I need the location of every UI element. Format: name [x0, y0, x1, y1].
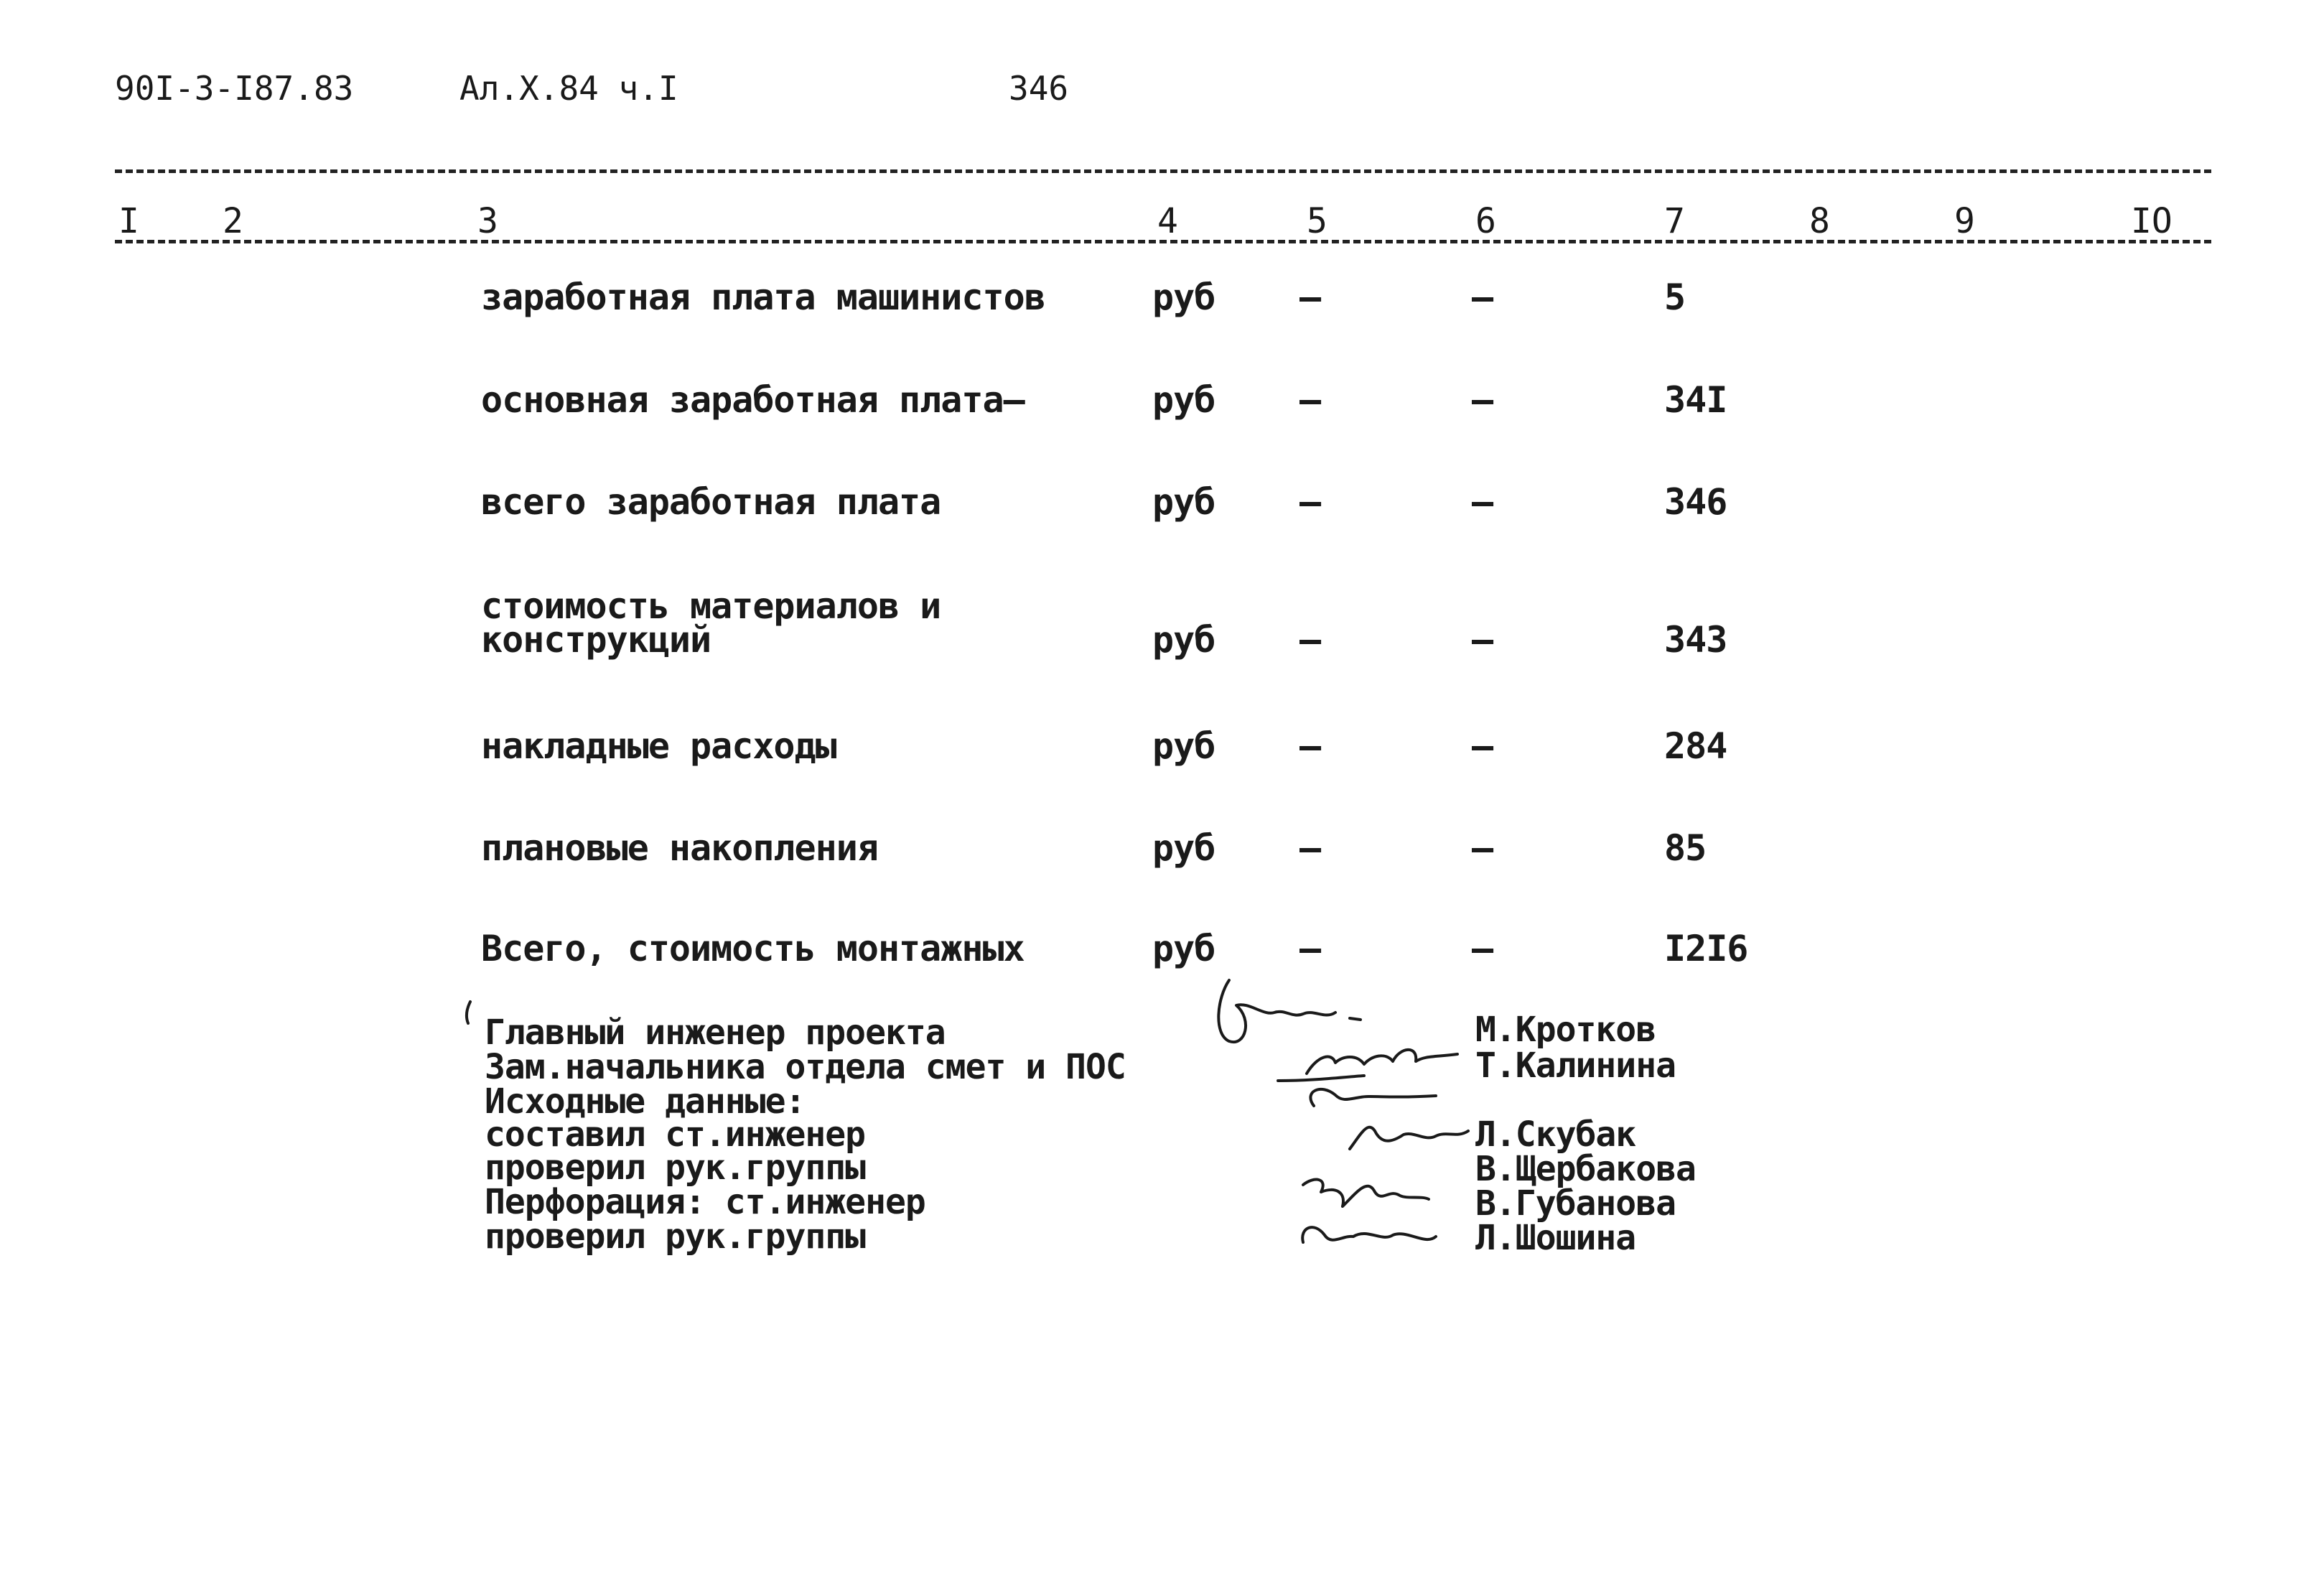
name-kalinina: Т.Калинина	[1475, 1046, 1676, 1086]
row-col5: –	[1299, 379, 1321, 421]
row-value: I2I6	[1664, 928, 1748, 969]
row-value: 284	[1664, 725, 1727, 767]
signature-krotkov	[1218, 980, 1361, 1042]
row-description: заработная плата машинистов	[481, 276, 1045, 318]
row-col6: –	[1472, 379, 1493, 421]
row-unit: руб	[1152, 276, 1215, 318]
bracket-mark	[467, 1002, 470, 1023]
row-col5: –	[1299, 276, 1321, 318]
row-col5: –	[1299, 827, 1321, 869]
role-chief-engineer: Главный инженер проекта	[485, 1012, 946, 1053]
role-perforation: Перфорация: ст.инженер	[485, 1182, 925, 1222]
row-value: 34I	[1664, 379, 1727, 421]
row-unit: руб	[1152, 725, 1215, 767]
row-unit: руб	[1152, 379, 1215, 421]
row-description: накладные расходы	[481, 725, 836, 767]
column-number: IO	[2131, 201, 2173, 241]
role-compiled-by: составил ст.инженер	[485, 1114, 866, 1155]
signature-skubak	[1350, 1127, 1468, 1149]
column-number: 8	[1809, 201, 1830, 241]
row-description: всего заработная плата	[481, 481, 941, 523]
signature-kalinina	[1278, 1050, 1457, 1081]
row-col6: –	[1472, 619, 1493, 661]
name-krotkov: М.Кротков	[1475, 1010, 1656, 1050]
signature-calligraphic	[1310, 1089, 1436, 1106]
column-number: 4	[1157, 201, 1178, 241]
name-gubanova: В.Губанова	[1475, 1183, 1676, 1224]
row-col5: –	[1299, 481, 1321, 523]
row-description: плановые накопления	[481, 827, 878, 869]
row-unit: руб	[1152, 481, 1215, 523]
row-col6: –	[1472, 827, 1493, 869]
signature-gubanova	[1303, 1180, 1429, 1206]
row-col6: –	[1472, 725, 1493, 767]
signature-shoshina	[1302, 1227, 1436, 1242]
role-deputy-head: Зам.начальника отдела смет и ПОС	[485, 1047, 1126, 1087]
column-number: 7	[1664, 201, 1685, 241]
row-description: основная заработная плата–	[481, 379, 1025, 421]
sheet-reference: Ал.Х.84 ч.I	[459, 69, 678, 108]
column-number: 2	[223, 201, 243, 241]
row-col5: –	[1299, 619, 1321, 661]
document-code: 90I-3-I87.83	[115, 69, 354, 108]
row-unit: руб	[1152, 827, 1215, 869]
row-value: 346	[1664, 481, 1727, 523]
row-description-line2: конструкций	[481, 619, 711, 661]
row-description: стоимость материалов и	[481, 585, 941, 627]
page-number: 346	[1009, 69, 1069, 108]
row-unit: руб	[1152, 928, 1215, 969]
role-source-data: Исходные данные:	[485, 1081, 806, 1122]
row-value: 85	[1664, 827, 1707, 869]
row-col6: –	[1472, 276, 1493, 318]
role-checked-by: проверил рук.группы	[485, 1147, 866, 1188]
column-number: 5	[1307, 201, 1327, 241]
row-col5: –	[1299, 725, 1321, 767]
row-value: 343	[1664, 619, 1727, 661]
row-col6: –	[1472, 928, 1493, 969]
column-number: I	[118, 201, 139, 241]
name-shoshina: Л.Шошина	[1475, 1218, 1636, 1258]
row-description: Всего, стоимость монтажных	[481, 928, 1025, 969]
column-number: 3	[477, 201, 498, 241]
name-skubak: Л.Скубак	[1475, 1114, 1636, 1155]
row-col5: –	[1299, 928, 1321, 969]
row-value: 5	[1664, 276, 1686, 318]
column-number: 6	[1475, 201, 1496, 241]
role-checked-by-2: проверил рук.группы	[485, 1216, 866, 1257]
column-number: 9	[1954, 201, 1975, 241]
row-col6: –	[1472, 481, 1493, 523]
name-shcherbakova: В.Щербакова	[1475, 1149, 1696, 1189]
row-unit: руб	[1152, 619, 1215, 661]
